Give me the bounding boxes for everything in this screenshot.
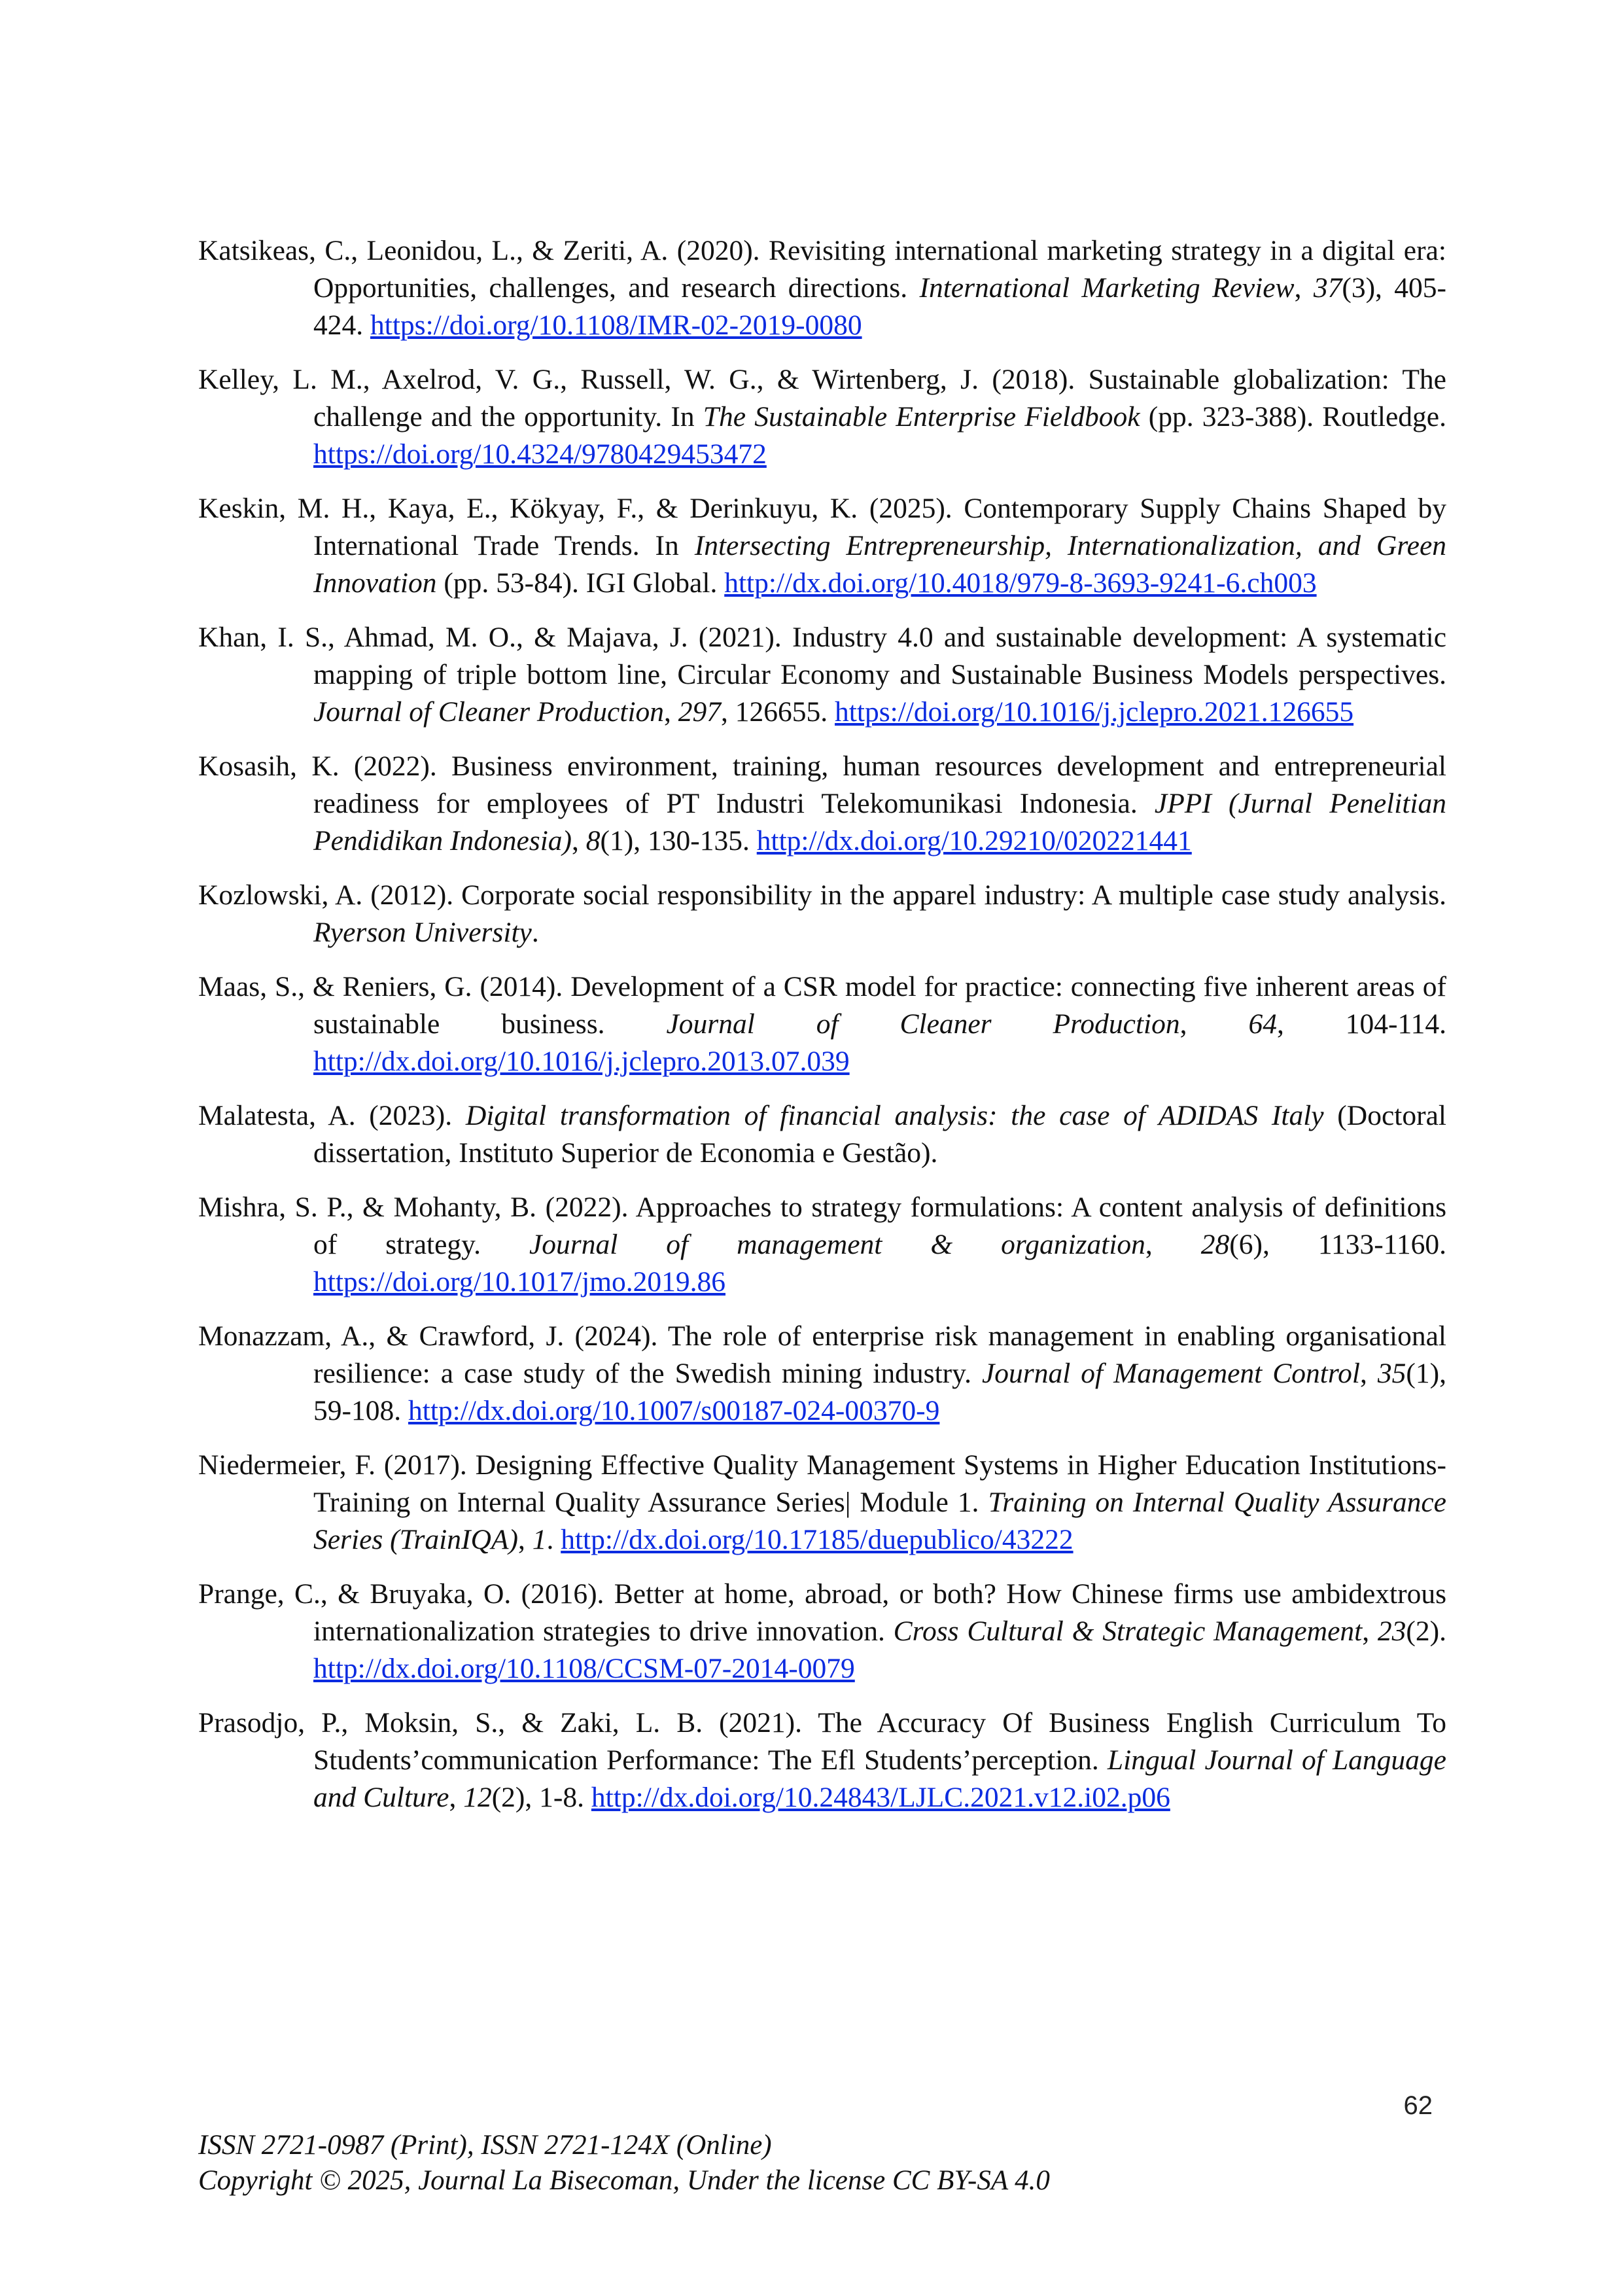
footer-issn: ISSN 2721-0987 (Print), ISSN 2721-124X (Online) bbox=[198, 2130, 772, 2161]
reference-link[interactable]: http://dx.doi.org/10.24843/LJLC.2021.v12.i02.p06 bbox=[591, 1782, 1170, 1813]
reference-link[interactable]: http://dx.doi.org/10.1108/CCSM-07-2014-0079 bbox=[313, 1653, 855, 1684]
reference-entry: Kelley, L. M., Axelrod, V. G., Russell, W. G., & Wirtenberg, J. (2018). Sustainable globalization: The challenge and the opportunity. In The Sustainable Enterprise Fieldbook (pp. 323-388). Routledge. https://doi.org/10.4324/9780429453472 bbox=[198, 364, 1446, 470]
reference-entry: Mishra, S. P., & Mohanty, B. (2022). Approaches to strategy formulations: A content analysis of definitions of strategy. Journal of management & organization, 28(6), 1133-1160. https://doi.org/10.1017/jmo.2019.86 bbox=[198, 1192, 1446, 1298]
reference-entry: Katsikeas, C., Leonidou, L., & Zeriti, A. (2020). Revisiting international marketing strategy in a digital era: Opportunities, challenges, and research directions. International Marketing Review, 37(3), 405-424. https://doi.org/10.1108/IMR-02-2019-0080 bbox=[198, 235, 1447, 341]
reference-link[interactable]: http://dx.doi.org/10.1007/s00187-024-00370-9 bbox=[408, 1395, 940, 1426]
reference-link[interactable]: https://doi.org/10.4324/9780429453472 bbox=[313, 438, 767, 470]
reference-entry: Malatesta, A. (2023). Digital transformation of financial analysis: the case of ADIDAS Italy (Doctoral dissertation, Instituto Superior de Economia e Gestão). bbox=[198, 1100, 1446, 1169]
page-number: 62 bbox=[1403, 2091, 1433, 2120]
reference-entry: Kozlowski, A. (2012). Corporate social responsibility in the apparel industry: A multiple case study analysis. Ryerson University. bbox=[198, 879, 1446, 948]
reference-entry: Khan, I. S., Ahmad, M. O., & Majava, J. (2021). Industry 4.0 and sustainable development: A systematic mapping of triple bottom line, Circular Economy and Sustainable Business Models perspectives. Journal of Cleaner Production, 297, 126655. https://doi.org/10.1016/j.jclepro.2021.126655 bbox=[198, 622, 1446, 728]
reference-entry: Prasodjo, P., Moksin, S., & Zaki, L. B. (2021). The Accuracy Of Business English Curriculum To Students’communication Performance: The Efl Students’perception. Lingual Journal of Language and Culture, 12(2), 1-8. http://dx.doi.org/10.24843/LJLC.2021.v12.i02.p06 bbox=[198, 1707, 1446, 1813]
reference-link[interactable]: https://doi.org/10.1017/jmo.2019.86 bbox=[313, 1266, 725, 1298]
reference-entry: Niedermeier, F. (2017). Designing Effective Quality Management Systems in Higher Education Institutions-Training on Internal Quality Assurance Series| Module 1. Training on Internal Quality Assurance Series (TrainIQA), 1. http://dx.doi.org/10.17185/duepublico/43222 bbox=[198, 1449, 1446, 1555]
reference-link[interactable]: http://dx.doi.org/10.17185/duepublico/43222 bbox=[561, 1524, 1073, 1555]
reference-entry: Prange, C., & Bruyaka, O. (2016). Better at home, abroad, or both? How Chinese firms use ambidextrous internationalization strategies to drive innovation. Cross Cultural & Strategic Management, 23(2). http://dx.doi.org/10.1108/CCSM-07-2014-0079 bbox=[198, 1578, 1447, 1684]
reference-link[interactable]: https://doi.org/10.1108/IMR-02-2019-0080 bbox=[370, 309, 862, 341]
reference-list bbox=[198, 232, 1446, 1833]
reference-entry: Monazzam, A., & Crawford, J. (2024). The role of enterprise risk management in enabling organisational resilience: a case study of the Swedish mining industry. Journal of Management Control, 35(1), 59-108. http://dx.doi.org/10.1007/s00187-024-00370-9 bbox=[198, 1320, 1447, 1426]
reference-link[interactable]: http://dx.doi.org/10.29210/020221441 bbox=[756, 825, 1192, 857]
page-footer bbox=[198, 2128, 1050, 2199]
reference-link[interactable]: https://doi.org/10.1016/j.jclepro.2021.126655 bbox=[835, 696, 1354, 728]
reference-link[interactable]: http://dx.doi.org/10.1016/j.jclepro.2013.07.039 bbox=[313, 1046, 850, 1077]
reference-entry: Keskin, M. H., Kaya, E., Kökyay, F., & Derinkuyu, K. (2025). Contemporary Supply Chains Shaped by International Trade Trends. In Intersecting Entrepreneurship, Internationalization, and Green Innovation (pp. 53-84). IGI Global. http://dx.doi.org/10.4018/979-8-3693-9241-6.ch003 bbox=[198, 493, 1447, 599]
reference-link[interactable]: http://dx.doi.org/10.4018/979-8-3693-9241-6.ch003 bbox=[724, 567, 1317, 599]
reference-entry: Maas, S., & Reniers, G. (2014). Development of a CSR model for practice: connecting five inherent areas of sustainable business. Journal of Cleaner Production, 64, 104-114. http://dx.doi.org/10.1016/j.jclepro.2013.07.039 bbox=[198, 971, 1447, 1077]
footer-copyright: Copyright © 2025, Journal La Bisecoman, Under the license CC BY-SA 4.0 bbox=[198, 2165, 1050, 2196]
reference-entry: Kosasih, K. (2022). Business environment, training, human resources development and entrepreneurial readiness for employees of PT Industri Telekomunikasi Indonesia. JPPI (Jurnal Penelitian Pendidikan Indonesia), 8(1), 130-135. http://dx.doi.org/10.29210/020221441 bbox=[198, 751, 1446, 857]
